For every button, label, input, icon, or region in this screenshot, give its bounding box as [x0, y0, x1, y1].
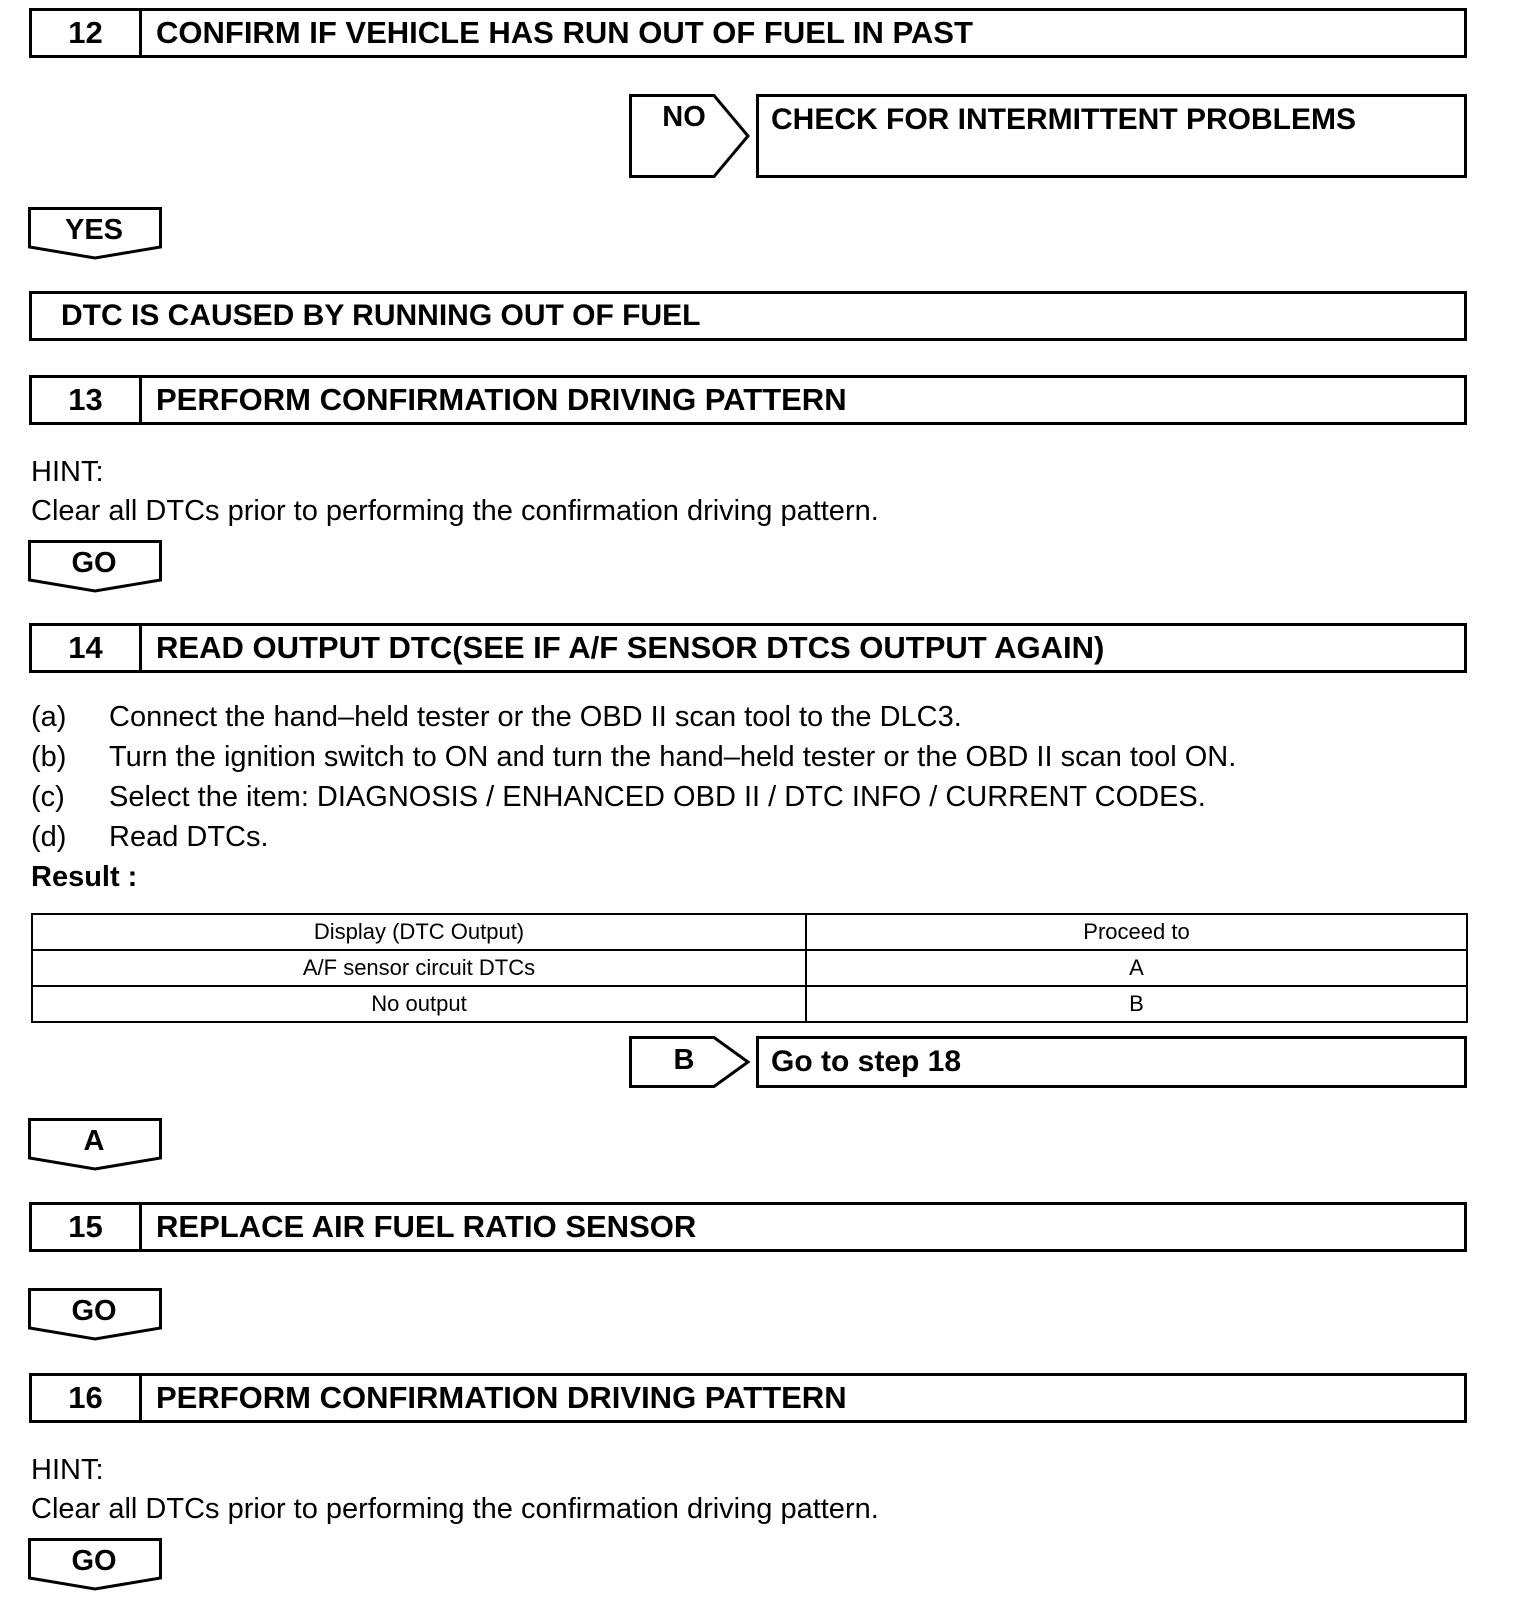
step-16-header [29, 1373, 1467, 1423]
step-number: 15 [32, 1205, 142, 1249]
step-title: PERFORM CONFIRMATION DRIVING PATTERN [156, 1380, 847, 1415]
table-cell: A [806, 950, 1467, 986]
table-header-row [32, 914, 1467, 950]
step-number: 14 [32, 626, 142, 670]
table-cell: A/F sensor circuit DTCs [32, 950, 806, 986]
item-text: Connect the hand–held tester or the OBD II scan tool to the DLC3. [109, 701, 962, 733]
step-12-header [29, 8, 1467, 58]
go-tag [28, 1288, 164, 1342]
hint-text: Clear all DTCs prior to performing the confirmation driving pattern. [31, 495, 879, 527]
no-branch-label: NO [662, 101, 706, 133]
yes-label: YES [64, 213, 124, 246]
result-table [31, 913, 1468, 1023]
b-branch-arrow [629, 1036, 751, 1088]
go-label: GO [71, 1544, 117, 1577]
yes-result-box: DTC IS CAUSED BY RUNNING OUT OF FUEL [29, 291, 1467, 341]
procedure-item [31, 781, 1206, 814]
a-label: A [83, 1124, 105, 1157]
go-label: GO [71, 1294, 117, 1327]
table-row [32, 986, 1467, 1022]
go-tag [28, 1538, 164, 1592]
hint-label: HINT: [31, 1454, 104, 1486]
a-tag [28, 1118, 164, 1172]
yes-tag [28, 207, 164, 261]
table-cell: No output [32, 986, 806, 1022]
no-branch-result: CHECK FOR INTERMITTENT PROBLEMS [756, 94, 1467, 178]
item-label: (d) [31, 821, 67, 853]
b-branch-result: Go to step 18 [756, 1036, 1467, 1088]
procedure-item [31, 701, 962, 734]
item-text: Select the item: DIAGNOSIS / ENHANCED OBD II / DTC INFO / CURRENT CODES. [109, 781, 1206, 813]
step-number: 16 [32, 1376, 142, 1420]
item-text: Turn the ignition switch to ON and turn the hand–held tester or the OBD II scan tool ON. [109, 741, 1237, 773]
item-text: Read DTCs. [109, 821, 269, 853]
step-title: CONFIRM IF VEHICLE HAS RUN OUT OF FUEL IN PAST [156, 15, 973, 50]
step-title: READ OUTPUT DTC(SEE IF A/F SENSOR DTCS OUTPUT AGAIN) [156, 630, 1105, 665]
item-label: (a) [31, 701, 67, 733]
go-tag [28, 540, 164, 594]
step-14-header [29, 623, 1467, 673]
no-branch-arrow [629, 94, 751, 178]
item-label: (c) [31, 781, 65, 813]
step-number: 12 [32, 11, 142, 55]
table-header-cell: Proceed to [806, 914, 1467, 950]
step-15-header [29, 1202, 1467, 1252]
table-cell: B [806, 986, 1467, 1022]
procedure-item [31, 821, 269, 854]
step-title: PERFORM CONFIRMATION DRIVING PATTERN [156, 382, 847, 417]
result-label: Result : [31, 861, 138, 893]
hint-label: HINT: [31, 456, 104, 488]
hint-text: Clear all DTCs prior to performing the confirmation driving pattern. [31, 1493, 879, 1525]
step-title: REPLACE AIR FUEL RATIO SENSOR [156, 1209, 697, 1244]
procedure-item [31, 741, 1236, 774]
table-row [32, 950, 1467, 986]
step-number: 13 [32, 378, 142, 422]
item-label: (b) [31, 741, 67, 773]
step-13-header [29, 375, 1467, 425]
go-label: GO [71, 546, 117, 579]
table-header-cell: Display (DTC Output) [32, 914, 806, 950]
b-branch-label: B [673, 1044, 695, 1076]
